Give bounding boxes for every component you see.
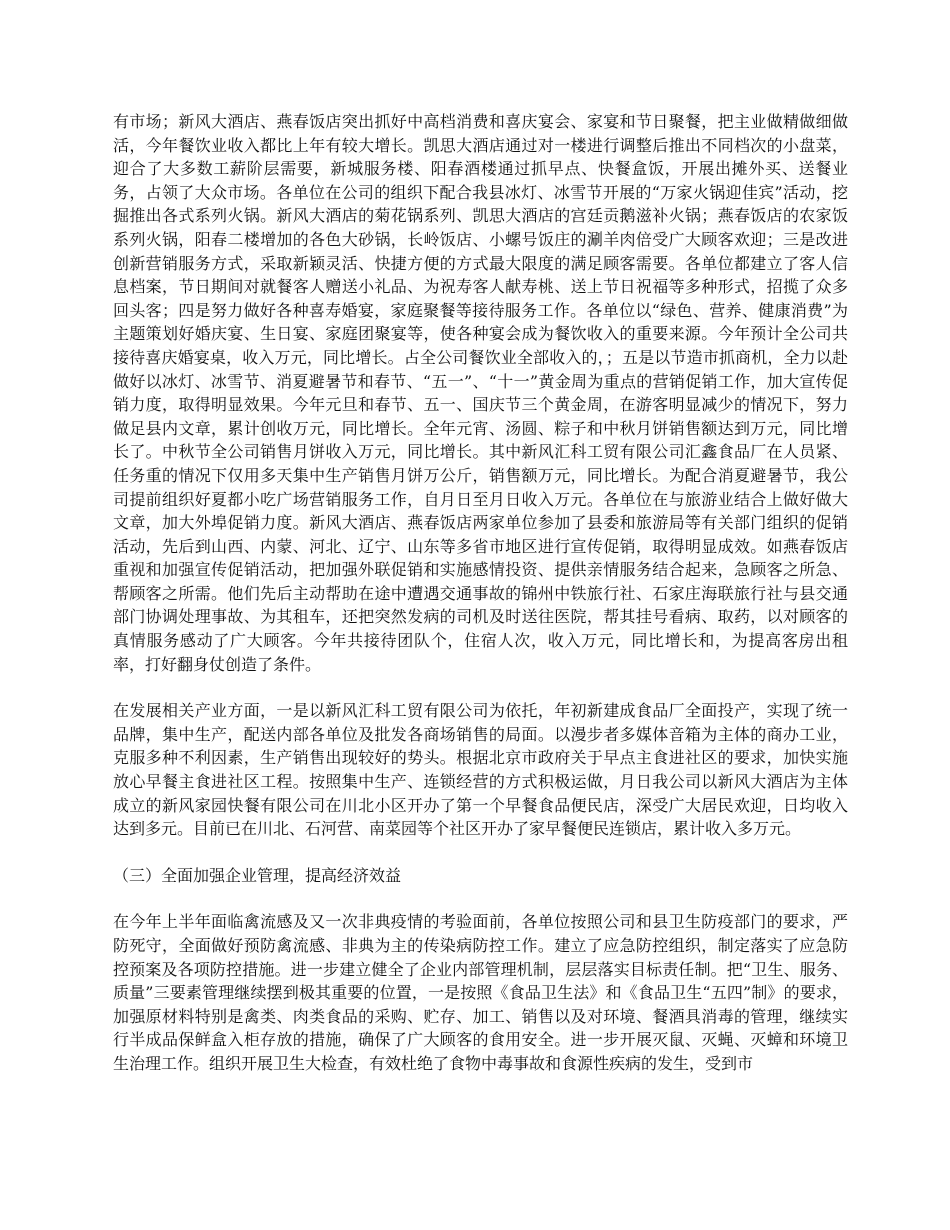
paragraph-spacer (113, 676, 848, 699)
paragraph-epidemic-management: 在今年上半年面临禽流感及又一次非典疫情的考验面前，各单位按照公司和县卫生防疫部门的要求，严防死守，全面做好预防禽流感、非典为主的传染病防控工作。建立了应急防控组织，制定落实了应急防控预案及各项防控措施。进一步建立健全了企业内部管理机制，层层落实目标责任制。把“卫生、服务、质量”三要素管理继续摆到极其重要的位置，一是按照《食品卫生法》和《食品卫生“五四”制》的要求，加强原材料特别是禽类、肉类食品的采购、贮存、加工、销售以及对环境、餐酒具消毒的管理，继续实行半成品保鲜盒入柜存放的措施，确保了广大顾客的食用安全。进一步开展灭鼠、灭蝇、灭蟑和环境卫生治理工作。组织开展卫生大检查，有效杜绝了食物中毒事故和食源性疾病的发生，受到市 (113, 912, 848, 1073)
paragraph-spacer (113, 887, 848, 910)
paragraph-related-industries: 在发展相关产业方面，一是以新风汇科工贸有限公司为依托，年初新建成食品厂全面投产，实现了统一品牌，集中生产，配送内部各单位及批发各商场销售的局面。以漫步者多媒体音箱为主体的商办工业，克服多种不利因素，生产销售出现较好的势头。根据北京市政府关于早点主食进社区的要求，加快实施放心早餐主食进社区工程。按照集中生产、连锁经营的方式积极运做，月日我公司以新风大酒店为主体成立的新风家园快餐有限公司在川北小区开办了第一个早餐食品便民店，深受广大居民欢迎，日均收入达到多元。目前已在川北、石河营、南菜园等个社区开办了家早餐便民连锁店，累计收入多万元。 (113, 701, 848, 839)
paragraph-spacer (113, 841, 848, 864)
document-page (113, 110, 848, 1076)
paragraph-catering-marketing: 有市场；新风大酒店、燕春饭店突出抓好中高档消费和喜庆宴会、家宴和节日聚餐，把主业做精做细做活，今年餐饮业收入都比上年有较大增长。凯思大酒店通过对一楼进行调整后推出不同档次的小盘菜，迎合了大多数工薪阶层需要，新城服务楼、阳春酒楼通过抓早点、快餐盒饭，开展出摊外买、送餐业务，占领了大众市场。各单位在公司的组织下配合我县冰灯、冰雪节开展的“万家火锅迎佳宾”活动，挖掘推出各式系列火锅。新风大酒店的菊花锅系列、凯思大酒店的宫廷贡鹅滋补火锅；燕春饭店的农家饭系列火锅，阳春二楼增加的各色大砂锅，长岭饭店、小螺号饭庄的涮羊肉倍受广大顾客欢迎；三是改进创新营销服务方式，采取新颖灵活、快捷方便的方式最大限度的满足顾客需要。各单位都建立了客人信息档案，节日期间对就餐客人赠送小礼品、为祝寿客人献寿桃、送上节日祝福等多种形式，招揽了众多回头客；四是努力做好各种喜寿婚宴，家庭聚餐等接待服务工作。各单位以“绿色、营养、健康消费”为主题策划好婚庆宴、生日宴、家庭团聚宴等，使各种宴会成为餐饮收入的重要来源。今年预计全公司共接待喜庆婚宴桌，收入万元，同比增长。占全公司餐饮业全部收入的，；五是以节造市抓商机，全力以赴做好以冰灯、冰雪节、消夏避暑节和春节、“五一”、“十一”黄金周为重点的营销促销工作，加大宣传促销力度，取得明显效果。今年元旦和春节、五一、国庆节三个黄金周，在游客明显减少的情况下，努力做足县内文章，累计创收万元，同比增长。全年元宵、汤圆、粽子和中秋月饼销售额达到万元，同比增长了。中秋节全公司销售月饼收入万元，同比增长。其中新风汇科工贸有限公司汇鑫食品厂在人员紧、任务重的情况下仅用多天集中生产销售月饼万公斤，销售额万元，同比增长。为配合消夏避暑节，我公司提前组织好夏都小吃广场营销服务工作，自月日至月日收入万元。各单位在与旅游业结合上做好做大文章，加大外埠促销力度。新风大酒店、燕春饭店两家单位参加了县委和旅游局等有关部门组织的促销活动，先后到山西、内蒙、河北、辽宁、山东等多省市地区进行宣传促销，取得明显成效。如燕春饭店重视和加强宣传促销活动，把加强外联促销和实施感情投资、提供亲情服务结合起来，急顾客之所急、帮顾客之所需。他们先后主动帮助在途中遭遇交通事故的锦州中铁旅行社、石家庄海联旅行社与县交通部门协调处理事故、为其租车，还把突然发病的司机及时送往医院，帮其挂号看病、取药，以对顾客的真情服务感动了广大顾客。今年共接待团队个，住宿人次，收入万元，同比增长和，为提高客房出租率，打好翻身仗创造了条件。 (113, 112, 848, 674)
section-heading-management: （三）全面加强企业管理，提高经济效益 (113, 865, 402, 885)
